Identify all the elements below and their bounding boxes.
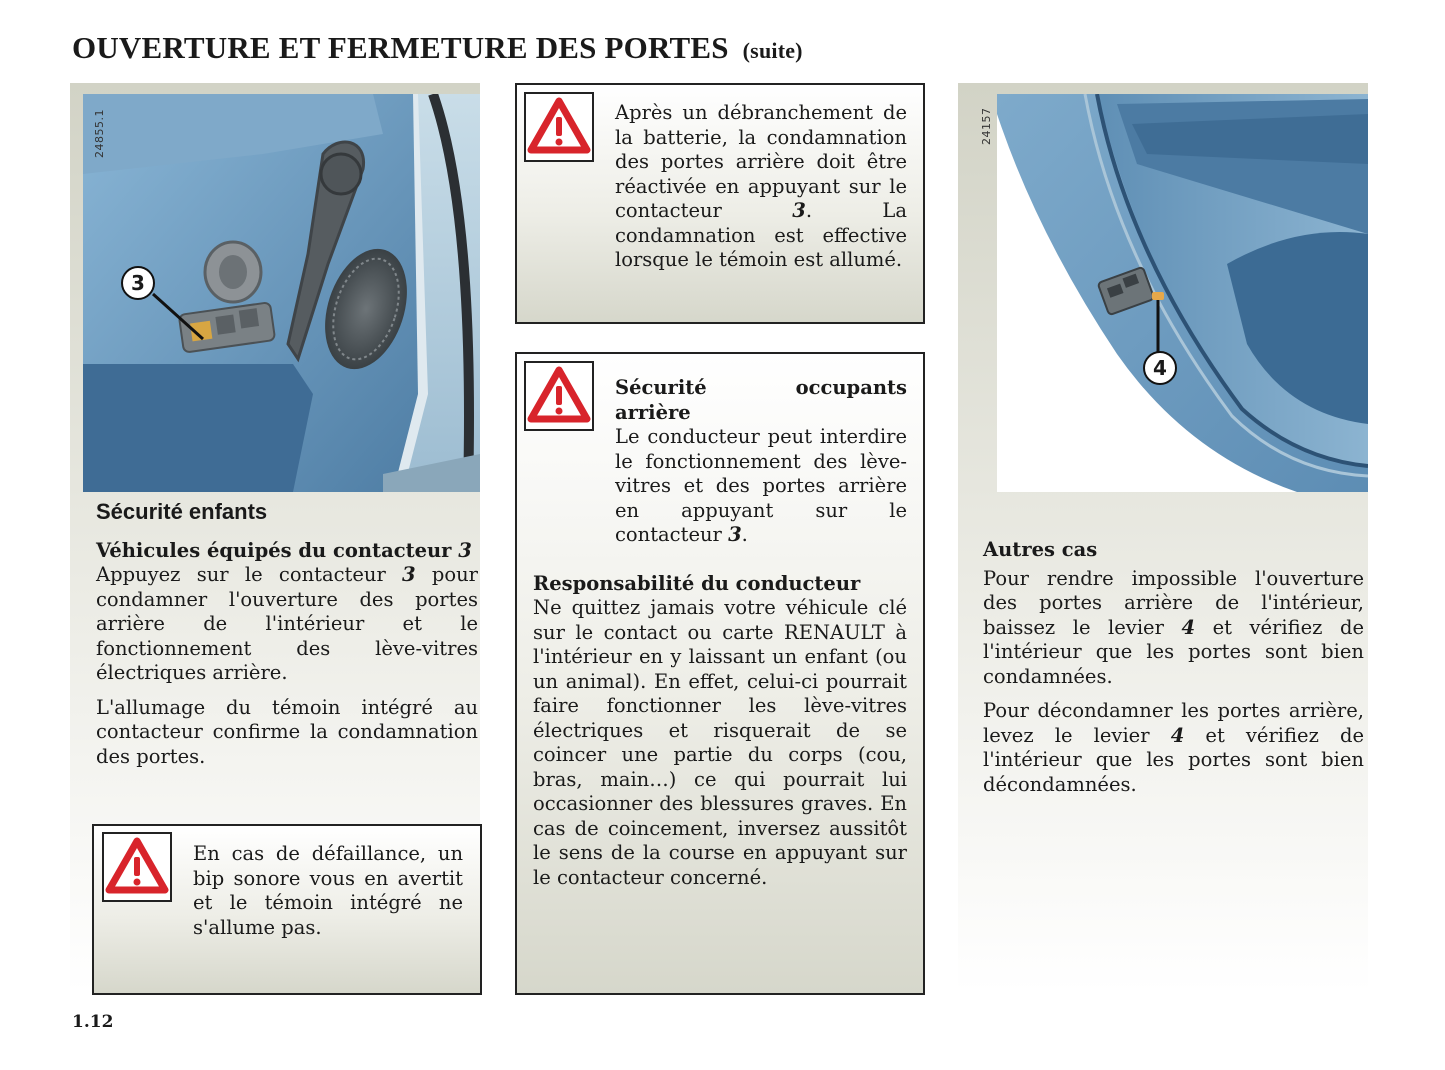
warning-text-occupants: Sécurité occupants arrière Le conducteur peut interdire le fonctionnement des lève-vitres et des portes arrière en appuyant sur le contacteur 3. Responsabilité du conducteur Ne quittez jamais votre véhicule clé sur le contact ou carte RENAULT à l'intérieur en y laissant un enfant (ou un animal). En effet, celui-ci pourrait faire fonctionner les lève-vitres électriques et risquerait de se coincer une partie du corps (cou, bras, main…) ce qui pourrait lui occasionner des blessures graves. En cas de coincement, inversez aussitôt le sens de la course en appuyant sur le contacteur concerné. — [533, 376, 907, 889]
responsabilite-title: Responsabilité du conducteur — [533, 571, 861, 595]
warning-box-defaillance — [92, 824, 482, 995]
photo-reference-left: 24855.1 — [93, 109, 106, 158]
warning-text-defaillance: En cas de défaillance, un bip sonore vous en avertit et le témoin intégré ne s'allume pas. — [193, 842, 463, 939]
responsabilite-text: Ne quittez jamais votre véhicule clé sur le contact ou carte RENAULT à l'intérieur en y laissant un enfant (ou un animal). En effet, celui-ci pourrait faire fonctionner les lève-vitres électriques et risquerait de se coincer une partie du corps (cou, bras, main…) ce qui pourrait lui occasionner des blessures graves. En cas de coincement, inversez aussitôt le sens de la course en appuyant sur le contacteur concerné. — [533, 596, 907, 889]
subheading-num: 3 — [458, 538, 472, 562]
warning-box-occupants — [515, 352, 925, 995]
photo-reference-right: 24157 — [980, 107, 993, 145]
page-title-suffix: (suite) — [742, 38, 803, 63]
ref-num-3: 3 — [402, 563, 416, 586]
page-title: OUVERTURE ET FERMETURE DES PORTES (suite) — [72, 30, 803, 65]
ref-num-3: 3 — [728, 523, 742, 546]
paragraph-rendre-impossible: Pour rendre impossible l'ouverture des portes arrière de l'intérieur, baissez le levier 4 et vérifiez de l'intérieur que les portes sont bien condamnées. — [983, 566, 1364, 688]
callout-3-circle — [121, 266, 155, 300]
ref-num-4: 4 — [1181, 615, 1196, 639]
paragraph-appuyez: Appuyez sur le contacteur 3 pour condamner l'ouverture des portes arrière de l'intérieur et le fonctionnement des lève-vitres électriques arrière. — [96, 563, 478, 684]
occupants-title: Sécurité occupants arrière — [615, 376, 907, 424]
paragraph-decondamner: Pour décondamner les portes arrière, levez le levier 4 et vérifiez de l'intérieur que les portes sont bien décondamnées. — [983, 699, 1364, 796]
paragraph-allumage: L'allumage du témoin intégré au contacteur confirme la condamnation des portes. — [96, 695, 478, 768]
subheading-vehicules: Véhicules équipés du contacteur 3 — [96, 538, 472, 562]
ref-num-3: 3 — [792, 199, 806, 222]
warning-box-batterie — [515, 83, 925, 324]
callout-4-label: 4 — [1153, 356, 1167, 380]
callout-4-circle — [1143, 351, 1177, 385]
ref-num-4: 4 — [1170, 723, 1185, 747]
heading-securite-enfants: Sécurité enfants — [96, 499, 268, 524]
door-panel-photo-right — [997, 94, 1368, 492]
callout-3-label: 3 — [131, 271, 145, 295]
warning-triangle-icon — [102, 832, 172, 902]
heading-autres-cas: Autres cas — [983, 538, 1098, 561]
right-text — [983, 538, 1364, 797]
left-text — [96, 500, 478, 769]
warning-text-batterie: Après un débranchement de la batterie, la condamnation des portes arrière doit être réactivée en appuyant sur le contacteur 3. La condamnation est effective lorsque le témoin est allumé. — [615, 101, 907, 271]
page-number: 1.12 — [72, 1012, 114, 1032]
